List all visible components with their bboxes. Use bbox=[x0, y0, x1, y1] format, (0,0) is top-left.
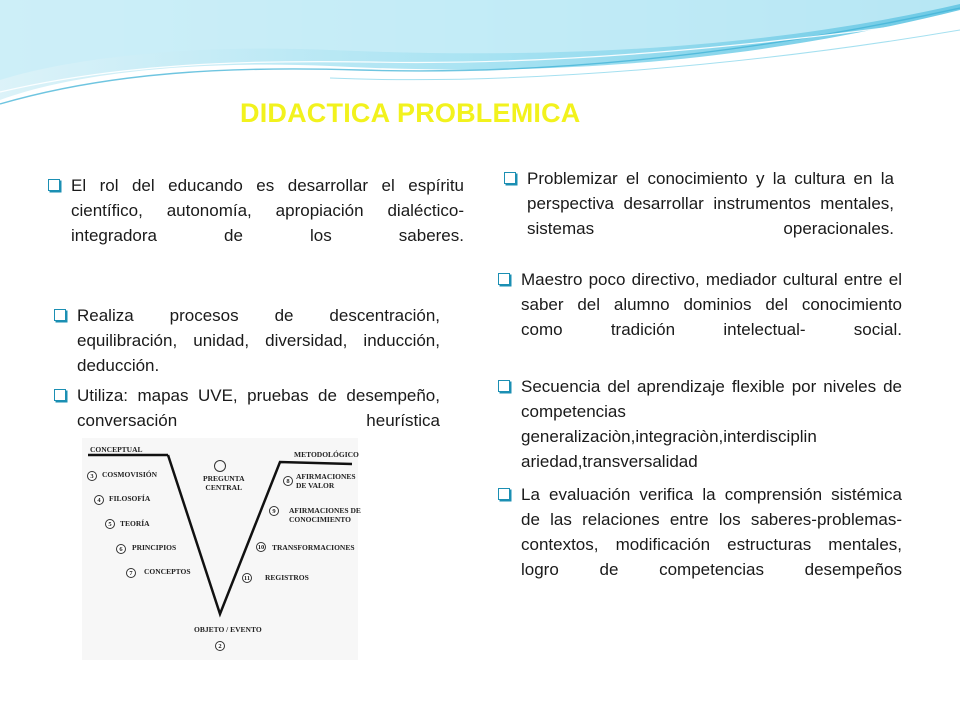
vee-right-label-line: DE VALOR bbox=[296, 481, 335, 490]
vee-right-label: TRANSFORMACIONES bbox=[272, 543, 355, 552]
vee-right-label: REGISTROS bbox=[265, 573, 309, 582]
vee-right-number: 10 bbox=[257, 543, 265, 551]
vee-right-label bbox=[296, 472, 356, 490]
vee-left-number: 6 bbox=[116, 544, 126, 554]
vee-right-label-line: AFIRMACIONES DE bbox=[289, 506, 361, 515]
right-bullet-2 bbox=[498, 267, 902, 367]
vee-left-number: 5 bbox=[105, 519, 115, 529]
vee-left-label: PRINCIPIOS bbox=[132, 543, 177, 552]
right-bullet-4 bbox=[498, 482, 902, 607]
vee-left-number: 3 bbox=[87, 471, 97, 481]
vee-right-number: 8 bbox=[283, 476, 293, 486]
square-bullet-icon bbox=[504, 172, 516, 184]
vee-objeto-label: OBJETO / EVENTO bbox=[194, 625, 262, 634]
right-bullet-3 bbox=[498, 374, 902, 499]
square-bullet-icon bbox=[498, 273, 510, 285]
right-bullet-1 bbox=[504, 166, 894, 266]
bullet-text: Problemizar el conocimiento y la cultura en la perspectiva desarrollar instrumentos mentales, sistemas operacionales. bbox=[527, 169, 894, 238]
vee-pregunta-label bbox=[203, 474, 245, 492]
vee-right-number: 9 bbox=[269, 506, 279, 516]
square-bullet-icon bbox=[498, 488, 510, 500]
vee-objeto-number: 2 bbox=[215, 641, 225, 651]
vee-right-label bbox=[289, 506, 361, 524]
vee-pregunta-line-2: CENTRAL bbox=[205, 483, 243, 492]
vee-pregunta-line-1: PREGUNTA bbox=[203, 474, 245, 483]
square-bullet-icon bbox=[54, 389, 66, 401]
slide-title: DIDACTICA PROBLEMICA bbox=[240, 98, 581, 128]
bullet-text: La evaluación verifica la comprensión sistémica de las relaciones entre los saberes-problemas-contextos, modificación estructuras mentales, logro de competencias desempeños bbox=[521, 485, 902, 579]
vee-right-number: 11 bbox=[243, 574, 251, 582]
vee-left-label: COSMOVISIÓN bbox=[102, 470, 158, 479]
vee-left-number: 7 bbox=[126, 568, 136, 578]
vee-diagram bbox=[82, 438, 361, 660]
bullet-text: Maestro poco directivo, mediador cultural entre el saber del alumno dominios del conocimiento como tradición intelectual- social. bbox=[521, 270, 902, 339]
square-bullet-icon bbox=[54, 309, 66, 321]
square-bullet-icon bbox=[48, 179, 60, 191]
vee-left-number: 4 bbox=[94, 495, 104, 505]
vee-right-label-line: AFIRMACIONES bbox=[296, 472, 356, 481]
vee-metodologico-label: METODOLÓGICO bbox=[294, 450, 359, 459]
header-waves bbox=[0, 0, 960, 110]
left-bullet-1 bbox=[48, 173, 464, 273]
vee-right-label-line: CONOCIMIENTO bbox=[289, 515, 351, 524]
bullet-text: Realiza procesos de descentración, equilibración, unidad, diversidad, inducción, deducción. bbox=[77, 306, 440, 375]
vee-left-label: FILOSOFÍA bbox=[109, 494, 151, 503]
vee-conceptual-label: CONCEPTUAL bbox=[90, 445, 143, 454]
bullet-text: Utiliza: mapas UVE, pruebas de desempeño, conversación heurística bbox=[77, 386, 440, 430]
bullet-text: Secuencia del aprendizaje flexible por niveles de competencias generalizaciòn,integraciòn,interdisciplin ariedad,transversalidad bbox=[521, 377, 902, 471]
bullet-text: El rol del educando es desarrollar el espíritu científico, autonomía, apropiación dialéctico-integradora de los saberes. bbox=[71, 176, 464, 245]
vee-left-label: TEORÍA bbox=[120, 519, 150, 528]
square-bullet-icon bbox=[498, 380, 510, 392]
vee-left-label: CONCEPTOS bbox=[144, 567, 191, 576]
